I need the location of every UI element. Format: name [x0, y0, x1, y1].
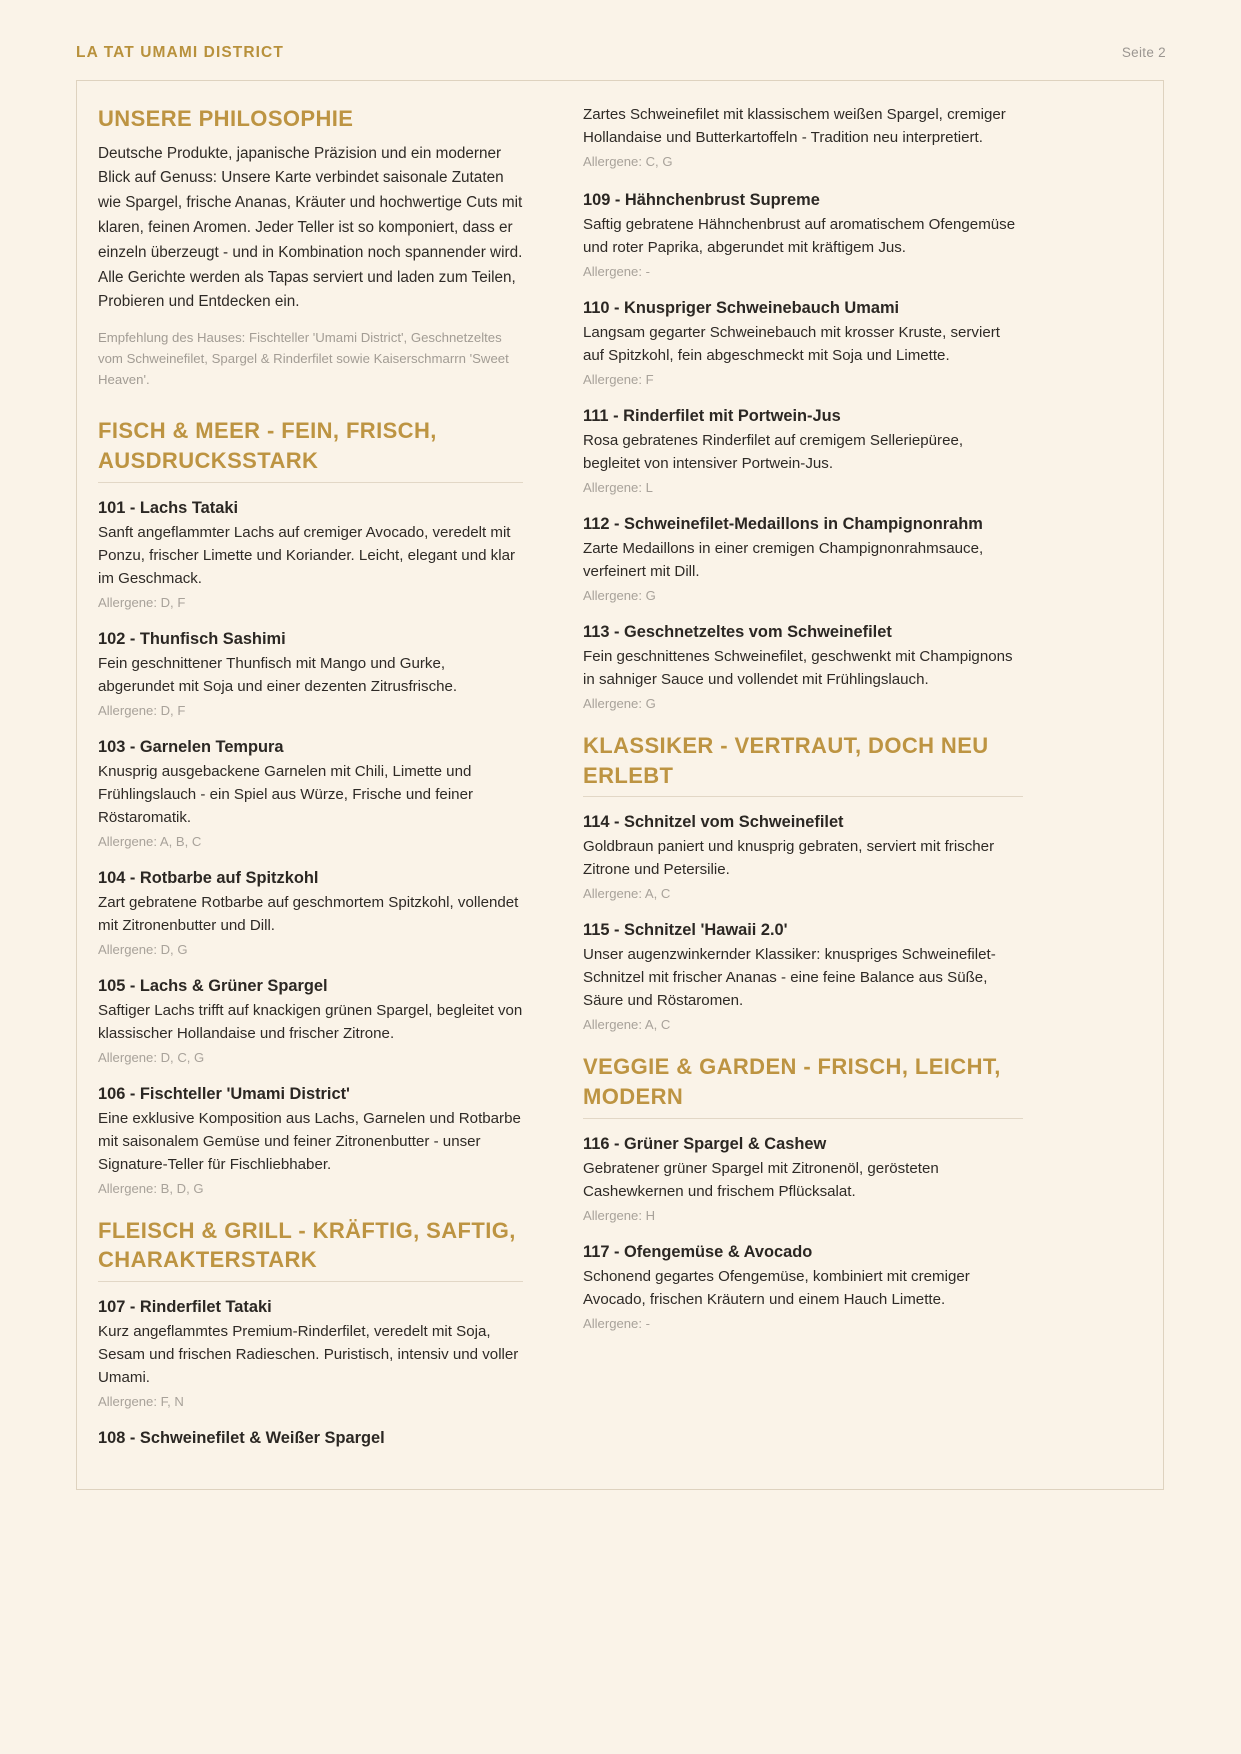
- brand-title: LA TAT UMAMI DISTRICT: [76, 44, 284, 61]
- philosophy-note: Empfehlung des Hauses: Fischteller 'Umami District', Geschnetzeltes vom Schweinefilet, Spargel & Rinderfilet sowie Kaiserschmarrn 'Sweet Heaven'.: [98, 330, 509, 388]
- dish-name: 115 - Schnitzel 'Hawaii 2.0': [583, 921, 788, 940]
- dish-description: Zartes Schweinefilet mit klassischem weißen Spargel, cremiger Hollandaise und Butterkartoffeln - Tradition neu interpretiert.: [583, 106, 1006, 146]
- dish-description: Knusprig ausgebackene Garnelen mit Chili, Limette und Frühlingslauch - ein Spiel aus Würze, Frische und feiner Röstaromatik.: [98, 762, 474, 826]
- dish-allergens: Allergene: D, G: [98, 941, 188, 957]
- list-item: [583, 513, 1023, 603]
- section-title-philosophy: UNSERE PHILOSOPHIE: [98, 106, 354, 131]
- section-title-klassiker: KLASSIKER - VERTRAUT, DOCH NEU ERLEBT: [583, 732, 989, 788]
- dish-description: Langsam gegarter Schweinebauch mit krosser Kruste, serviert auf Spitzkohl, fein abgeschmeckt mit Soja und Limette.: [583, 324, 1000, 364]
- dish-allergens: Allergene: F, N: [98, 1394, 184, 1410]
- dish-description: Sanft angeflammter Lachs auf cremiger Avocado, veredelt mit Ponzu, frischer Limette und Koriander. Leicht, elegant und klar im Geschmack.: [98, 523, 516, 587]
- dish-name: 114 - Schnitzel vom Schweinefilet: [583, 813, 844, 832]
- section-fleisch-grill: [98, 1216, 523, 1449]
- philosophy-body: Deutsche Produkte, japanische Präzision und ein moderner Blick auf Genuss: Unsere Karte verbindet saisonale Zutaten wie Spargel, frische Ananas, Kräuter und hochwertige Cuts mit klaren, feinen Aromen. Jeder Teller ist so komponiert, dass er einzeln überzeugt - und in Kombination noch spannender wird. Alle Gerichte werden als Tapas serviert und laden zum Teilen, Probieren und Entdecken ein.: [98, 144, 523, 311]
- dish-description: Fein geschnittenes Schweinefilet, geschwenkt mit Champignons in sahniger Sauce und vollendet mit Frühlingslauch.: [583, 648, 1013, 689]
- dish-name: 106 - Fischteller 'Umami District': [98, 1084, 350, 1103]
- dish-description: Zarte Medaillons in einer cremigen Champignonrahmsauce, verfeinert mit Dill.: [583, 540, 984, 580]
- dish-allergens: Allergene: -: [583, 1315, 650, 1331]
- list-item: [98, 1296, 523, 1409]
- dish-description: Kurz angeflammtes Premium-Rinderfilet, veredelt mit Soja, Sesam und frischen Radieschen. Puristisch, intensiv und voller Umami.: [98, 1323, 519, 1387]
- dish-allergens: Allergene: H: [583, 1207, 656, 1223]
- dish-description: Unser augenzwinkernder Klassiker: knuspriges Schweinefilet-Schnitzel mit frischer Ananas - eine feine Balance aus Süße, Säure und Röstaromen.: [583, 946, 996, 1010]
- list-item: [583, 811, 1023, 901]
- list-item: [98, 1083, 523, 1196]
- dish-name: 109 - Hähnchenbrust Supreme: [583, 190, 820, 209]
- dish-description: Fein geschnittener Thunfisch mit Mango und Gurke, abgerundet mit Soja und einer dezenten Zitrusfrische.: [98, 654, 458, 695]
- dish-name: 116 - Grüner Spargel & Cashew: [583, 1134, 827, 1153]
- list-item: [583, 621, 1023, 711]
- dish-allergens: Allergene: -: [583, 263, 650, 279]
- section-title-fisch-meer: FISCH & MEER - FEIN, FRISCH, AUSDRUCKSSTARK: [98, 418, 437, 474]
- right-column: [583, 104, 1023, 1467]
- dish-name: 101 - Lachs Tataki: [98, 498, 238, 517]
- section-title-veggie-garden: VEGGIE & GARDEN - FRISCH, LEICHT, MODERN: [583, 1054, 1001, 1109]
- dish-description: Saftiger Lachs trifft auf knackigen grünen Spargel, begleitet von klassischer Hollandaise und frischer Zitrone.: [98, 1001, 523, 1042]
- list-item: [583, 1133, 1023, 1223]
- section-fleisch-grill-continued: [583, 189, 1023, 711]
- dish-name: 111 - Rinderfilet mit Portwein-Jus: [583, 406, 841, 425]
- section-fisch-meer: [98, 416, 523, 1195]
- dish-description: Zart gebratene Rotbarbe auf geschmortem Spitzkohl, vollendet mit Zitronenbutter und Dill.: [98, 893, 519, 934]
- list-item: [98, 497, 523, 610]
- dish-description: Gebratener grüner Spargel mit Zitronenöl, gerösteten Cashewkernen und frischem Pflücksalat.: [583, 1159, 939, 1200]
- dish-description: Goldbraun paniert und knusprig gebraten, serviert mit frischer Zitrone und Petersilie.: [583, 838, 995, 879]
- section-klassiker: [583, 731, 1023, 1032]
- dish-allergens: Allergene: F: [583, 371, 654, 387]
- list-item: [98, 1427, 523, 1449]
- dish-name: 104 - Rotbarbe auf Spitzkohl: [98, 868, 319, 887]
- section-divider: [98, 1281, 523, 1282]
- page-header: [76, 44, 1166, 62]
- list-item: [98, 867, 523, 957]
- dish-allergens: Allergene: A, C: [583, 886, 671, 902]
- dish-description: Schonend gegartes Ofengemüse, kombiniert mit cremiger Avocado, frischen Kräutern und einem Hauch Limette.: [583, 1267, 970, 1308]
- list-item: [583, 919, 1023, 1032]
- dish-allergens: Allergene: D, F: [98, 594, 186, 610]
- list-item: [583, 1241, 1023, 1331]
- dish-name: 117 - Ofengemüse & Avocado: [583, 1242, 813, 1261]
- dish-allergens: Allergene: G: [583, 587, 656, 603]
- dish-allergens: Allergene: D, F: [98, 702, 186, 718]
- list-item: [583, 405, 1023, 495]
- dish-allergens: Allergene: L: [583, 479, 653, 495]
- left-column: [98, 104, 523, 1467]
- dish-description: Rosa gebratenes Rinderfilet auf cremigem Selleriepüree, begleitet von intensiver Portwein-Jus.: [583, 432, 964, 472]
- section-divider: [98, 482, 523, 483]
- section-divider: [583, 1118, 1023, 1119]
- dish-name: 113 - Geschnetzeltes vom Schweinefilet: [583, 622, 892, 641]
- dish-allergens: Allergene: D, C, G: [98, 1049, 205, 1065]
- dish-allergens: Allergene: A, C: [583, 1017, 671, 1033]
- page-number: Seite 2: [1121, 45, 1166, 60]
- dish-description: Saftig gebratene Hähnchenbrust auf aromatischem Ofengemüse und roter Paprika, abgerundet mit kräftigem Jus.: [583, 216, 1016, 256]
- list-item: [583, 189, 1023, 279]
- dish-allergens: Allergene: B, D, G: [98, 1180, 204, 1196]
- dish-name: 105 - Lachs & Grüner Spargel: [98, 976, 328, 995]
- dish-name: 102 - Thunfisch Sashimi: [98, 629, 286, 648]
- dish-name: 103 - Garnelen Tempura: [98, 737, 284, 756]
- section-title-fleisch-grill: FLEISCH & GRILL - KRÄFTIG, SAFTIG, CHARAKTERSTARK: [98, 1217, 516, 1273]
- list-item: [98, 736, 523, 849]
- dish-name: 107 - Rinderfilet Tataki: [98, 1298, 272, 1317]
- dish-name: 108 - Schweinefilet & Weißer Spargel: [98, 1429, 385, 1448]
- list-item: [98, 975, 523, 1065]
- dish-description: Eine exklusive Komposition aus Lachs, Garnelen und Rotbarbe mit saisonalem Gemüse und feiner Zitronenbutter - unser Signature-Teller für Fischliebhaber.: [98, 1109, 521, 1173]
- section-divider: [583, 796, 1023, 797]
- dish-name: 110 - Knuspriger Schweinebauch Umami: [583, 298, 900, 317]
- dish-name: 112 - Schweinefilet-Medaillons in Champignonrahm: [583, 514, 983, 533]
- content-columns: [98, 104, 1143, 1467]
- list-item: [583, 297, 1023, 387]
- dish-allergens: Allergene: C, G: [583, 153, 673, 169]
- dish-allergens: Allergene: G: [583, 695, 656, 711]
- section-veggie-garden: [583, 1052, 1023, 1330]
- list-item: [98, 628, 523, 718]
- dish-continuation: [583, 104, 1023, 169]
- dish-allergens: Allergene: A, B, C: [98, 833, 202, 849]
